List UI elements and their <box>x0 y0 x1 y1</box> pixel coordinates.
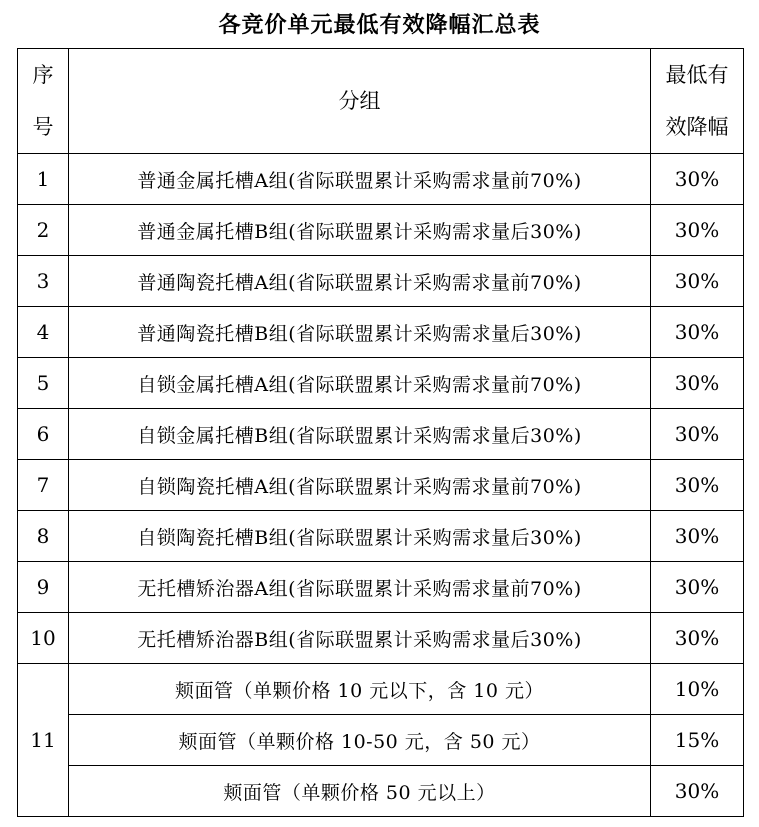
header-min-drop <box>651 49 744 154</box>
row-number: 7 <box>18 460 69 511</box>
row-number: 9 <box>18 562 69 613</box>
row-value: 30% <box>651 460 744 511</box>
header-row <box>18 49 744 154</box>
row-group: 颊面管（单颗价格 10-50 元，含 50 元） <box>69 715 651 766</box>
row-group: 无托槽矫治器A组(省际联盟累计采购需求量前70%) <box>69 562 651 613</box>
row-number: 5 <box>18 358 69 409</box>
row-number: 6 <box>18 409 69 460</box>
row-group: 普通金属托槽B组(省际联盟累计采购需求量后30%) <box>69 205 651 256</box>
row-value: 30% <box>651 511 744 562</box>
header-group: 分组 <box>69 49 651 154</box>
row-group: 普通金属托槽A组(省际联盟累计采购需求量前70%) <box>69 154 651 205</box>
header-min-drop-line-2: 效降幅 <box>665 115 729 139</box>
row-group: 颊面管（单颗价格 10 元以下，含 10 元） <box>69 664 651 715</box>
row-value: 30% <box>651 358 744 409</box>
header-seq-line-1: 序 <box>32 63 54 87</box>
row-group: 颊面管（单颗价格 50 元以上） <box>69 766 651 817</box>
table-row <box>18 307 744 358</box>
row-value: 30% <box>651 562 744 613</box>
row-group: 普通陶瓷托槽B组(省际联盟累计采购需求量后30%) <box>69 307 651 358</box>
row-value: 30% <box>651 409 744 460</box>
row-value: 15% <box>651 715 744 766</box>
row-number: 8 <box>18 511 69 562</box>
row-value: 30% <box>651 154 744 205</box>
table-row <box>18 460 744 511</box>
row-group: 自锁金属托槽B组(省际联盟累计采购需求量后30%) <box>69 409 651 460</box>
row-group: 普通陶瓷托槽A组(省际联盟累计采购需求量前70%) <box>69 256 651 307</box>
row-number: 4 <box>18 307 69 358</box>
table-row <box>18 613 744 664</box>
row-number: 2 <box>18 205 69 256</box>
header-min-drop-line-1: 最低有 <box>665 63 729 87</box>
table-subrow <box>18 715 744 766</box>
table-row-11 <box>18 664 744 715</box>
row-value: 30% <box>651 256 744 307</box>
row-group: 自锁金属托槽A组(省际联盟累计采购需求量前70%) <box>69 358 651 409</box>
table-title: 各竞价单元最低有效降幅汇总表 <box>218 13 541 38</box>
summary-table <box>17 48 744 817</box>
header-seq <box>18 49 69 154</box>
table-row <box>18 205 744 256</box>
table-row <box>18 409 744 460</box>
row-group: 无托槽矫治器B组(省际联盟累计采购需求量后30%) <box>69 613 651 664</box>
table-row <box>18 256 744 307</box>
table-row <box>18 562 744 613</box>
row-value: 30% <box>651 205 744 256</box>
table-subrow <box>18 766 744 817</box>
table-row <box>18 154 744 205</box>
header-seq-line-2: 号 <box>32 115 54 139</box>
row-value: 10% <box>651 664 744 715</box>
row-number: 11 <box>18 664 69 817</box>
table-row <box>18 511 744 562</box>
table-row <box>18 358 744 409</box>
row-group: 自锁陶瓷托槽B组(省际联盟累计采购需求量后30%) <box>69 511 651 562</box>
row-number: 1 <box>18 154 69 205</box>
row-value: 30% <box>651 613 744 664</box>
row-group: 自锁陶瓷托槽A组(省际联盟累计采购需求量前70%) <box>69 460 651 511</box>
row-number: 3 <box>18 256 69 307</box>
row-value: 30% <box>651 766 744 817</box>
row-number: 10 <box>18 613 69 664</box>
row-value: 30% <box>651 307 744 358</box>
